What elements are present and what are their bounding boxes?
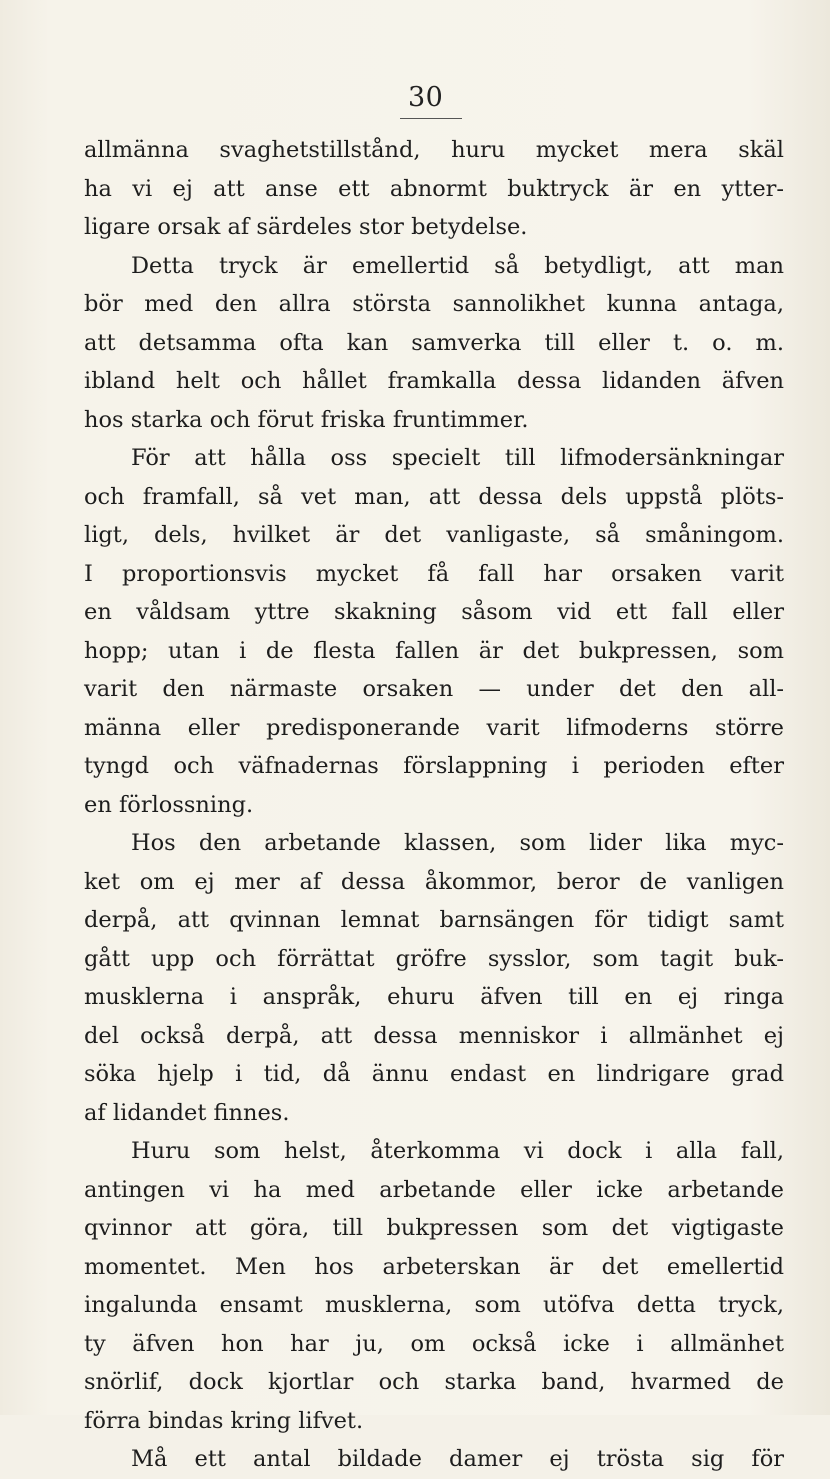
text-line: bör med den allra största sannolikhet kunna antaga, (84, 291, 784, 317)
body-text (84, 131, 784, 1479)
text-line: Må ett antal bildade damer ej trösta sig för (131, 1446, 784, 1472)
text-line: allmänna svaghetstillstånd, huru mycket mera skäl (84, 137, 784, 163)
header-rule (400, 118, 462, 119)
text-line: Huru som helst, återkomma vi dock i alla fall, (131, 1138, 784, 1164)
text-line: ingalunda ensamt musklerna, som utöfva detta tryck, (84, 1292, 784, 1318)
text-line: en våldsam yttre skakning såsom vid ett fall eller (84, 599, 784, 625)
text-line: musklerna i anspråk, ehuru äfven till en ej ringa (84, 984, 784, 1010)
text-line: snörlif, dock kjortlar och starka band, hvarmed de (84, 1369, 784, 1395)
text-line: en förlossning. (84, 791, 254, 818)
text-line: ty äfven hon har ju, om också icke i allmänhet (84, 1330, 784, 1357)
text-line: ha vi ej att anse ett abnormt buktryck är en ytter- (84, 175, 784, 202)
text-line: derpå, att qvinnan lemnat barnsängen för tidigt samt (84, 907, 784, 933)
text-line: förra bindas kring lifvet. (84, 1407, 364, 1434)
text-line: momentet. Men hos arbeterskan är det emellertid (84, 1253, 784, 1280)
text-line: gått upp och förrättat gröfre sysslor, som tagit buk- (84, 945, 784, 972)
text-line: Hos den arbetande klassen, som lider lika myc- (131, 830, 784, 856)
text-line: af lidandet finnes. (84, 1099, 290, 1126)
text-line: antingen vi ha med arbetande eller icke arbetande (84, 1176, 784, 1203)
text-line: tyngd och väfnadernas förslappning i perioden efter (84, 753, 784, 779)
text-line: söka hjelp i tid, då ännu endast en lindrigare grad (84, 1061, 784, 1087)
text-line: hopp; utan i de flesta fallen är det bukpressen, som (84, 637, 784, 664)
text-line: ligare orsak af särdeles stor betydelse. (84, 214, 528, 240)
text-line: I proportionsvis mycket få fall har orsaken varit (84, 560, 784, 587)
text-line: hos starka och förut friska fruntimmer. (84, 406, 529, 433)
text-line: För att hålla oss specielt till lifmodersänkningar (131, 445, 784, 471)
text-line: ibland helt och hållet framkalla dessa lidanden äfven (84, 368, 784, 394)
page-number: 30 (408, 82, 444, 113)
text-line: ket om ej mer af dessa åkommor, beror de vanligen (84, 868, 784, 895)
text-line: att detsamma ofta kan samverka till eller t. o. m. (84, 329, 784, 356)
text-line: och framfall, så vet man, att dessa dels uppstå plöts- (84, 483, 784, 510)
text-line: männa eller predisponerande varit lifmoderns större (84, 714, 784, 741)
text-line: qvinnor att göra, till bukpressen som det vigtigaste (84, 1215, 784, 1241)
text-line: varit den närmaste orsaken — under det den all- (84, 676, 784, 702)
text-line: del också derpå, att dessa menniskor i allmänhet ej (84, 1022, 784, 1049)
text-line: Detta tryck är emellertid så betydligt, att man (131, 252, 784, 279)
text-line: ligt, dels, hvilket är det vanligaste, så småningom. (84, 522, 784, 548)
